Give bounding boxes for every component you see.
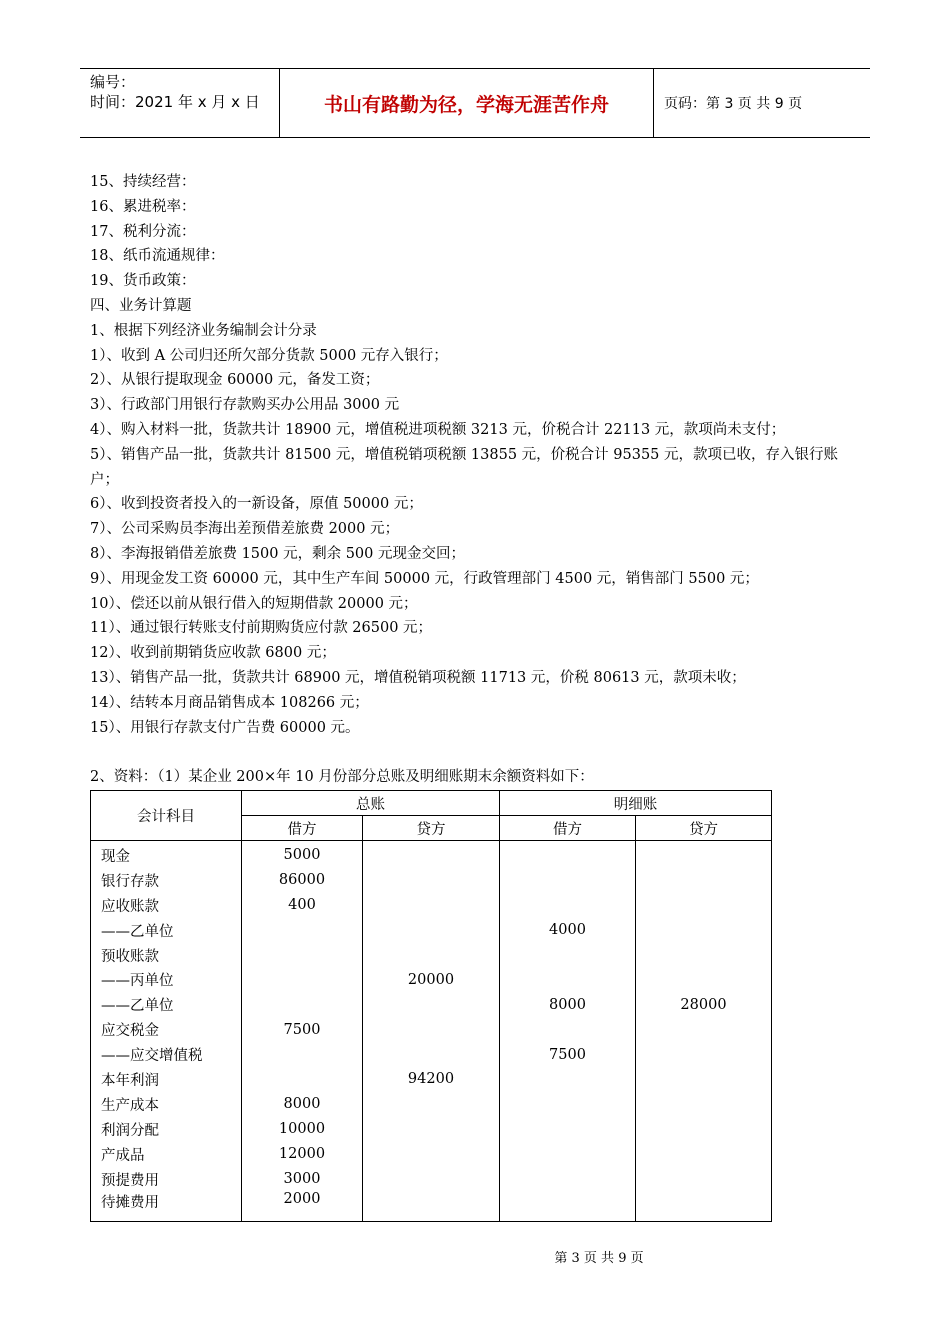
account-cell: 产成品 xyxy=(91,1142,242,1167)
detail-credit-cell: 28000 xyxy=(636,992,772,1017)
table-row xyxy=(91,868,772,893)
general-credit-cell xyxy=(363,1117,500,1142)
detail-credit-cell xyxy=(636,868,772,893)
entry-item: 6）、收到投资者投入的一新设备，原值 50000 元； xyxy=(90,496,423,513)
account-cell: ——应交增值税 xyxy=(91,1042,242,1067)
general-credit-cell xyxy=(363,1167,500,1192)
general-debit-cell: 2000 xyxy=(242,1191,363,1222)
table-row xyxy=(91,943,772,968)
section-title: 四、业务计算题 xyxy=(90,297,192,314)
entry-item: 11）、通过银行转账支付前期购货应付款 26500 元； xyxy=(90,620,433,637)
question-1-title: 1、根据下列经济业务编制会计分录 xyxy=(90,322,317,339)
header-page-label: 页码：第 3 页 共 9 页 xyxy=(664,96,803,112)
page-footer xyxy=(0,1247,950,1266)
term-item: 15、持续经营： xyxy=(90,174,196,190)
general-debit-cell: 7500 xyxy=(242,1017,363,1042)
general-credit-cell xyxy=(363,1142,500,1167)
general-ledger-header: 总账 xyxy=(242,791,500,816)
table-header-row xyxy=(91,791,772,816)
question-1-items xyxy=(90,344,880,741)
account-cell: 待摊费用 xyxy=(91,1191,242,1222)
detail-debit-cell xyxy=(500,1067,636,1092)
entry-item: 7）、公司采购员李海出差预借差旅费 2000 元； xyxy=(90,521,400,538)
account-cell: ——乙单位 xyxy=(91,992,242,1017)
account-cell: 本年利润 xyxy=(91,1067,242,1092)
term-item: 16、累进税率： xyxy=(90,198,196,215)
account-cell: 现金 xyxy=(91,841,242,868)
entry-item: 12）、收到前期销货应收款 6800 元； xyxy=(90,645,336,662)
detail-credit-cell xyxy=(636,967,772,992)
detail-debit-cell xyxy=(500,1167,636,1192)
detail-credit-cell xyxy=(636,943,772,968)
entry-item: 5）、销售产品一批，货款共计 81500 元，增值税销项税额 13855 元，价税合计 95355 元，款项已收，存入银行账户； xyxy=(90,446,839,488)
table-row xyxy=(91,1067,772,1092)
account-cell: 应交税金 xyxy=(91,1017,242,1042)
entry-item: 3）、行政部门用银行存款购买办公用品 3000 元 xyxy=(90,397,400,414)
table-row xyxy=(91,1142,772,1167)
footer-page-number: 第 3 页 共 9 页 xyxy=(554,1251,644,1266)
table-row xyxy=(91,893,772,918)
account-cell: ——丙单位 xyxy=(91,967,242,992)
detail-credit-cell xyxy=(636,1167,772,1192)
general-credit-cell xyxy=(363,1092,500,1117)
detail-debit-cell xyxy=(500,1092,636,1117)
detail-debit-cell xyxy=(500,1191,636,1222)
detail-debit-cell: 4000 xyxy=(500,918,636,943)
general-debit-cell: 10000 xyxy=(242,1117,363,1142)
table-row xyxy=(91,967,772,992)
detail-credit-header: 贷方 xyxy=(636,816,772,841)
general-debit-cell xyxy=(242,1042,363,1067)
table-row xyxy=(91,1042,772,1067)
detail-debit-cell: 8000 xyxy=(500,992,636,1017)
general-credit-cell xyxy=(363,1017,500,1042)
detail-debit-cell xyxy=(500,967,636,992)
general-credit-cell xyxy=(363,893,500,918)
detail-debit-cell xyxy=(500,1142,636,1167)
table-row xyxy=(91,841,772,868)
general-debit-cell xyxy=(242,992,363,1017)
general-credit-cell xyxy=(363,1042,500,1067)
detail-debit-cell: 7500 xyxy=(500,1042,636,1067)
general-credit-cell xyxy=(363,992,500,1017)
general-debit-cell xyxy=(242,943,363,968)
detail-credit-cell xyxy=(636,1017,772,1042)
page-header xyxy=(80,68,870,138)
entry-item: 2）、从银行提取现金 60000 元，备发工资； xyxy=(90,372,380,389)
entry-item: 13）、销售产品一批，货款共计 68900 元，增值税销项税额 11713 元，价税 80613 元，款项未收； xyxy=(90,669,746,686)
entry-item: 10）、偿还以前从银行借入的短期借款 20000 元； xyxy=(90,595,418,612)
general-credit-cell: 20000 xyxy=(363,967,500,992)
detail-credit-cell xyxy=(636,841,772,868)
terms-list xyxy=(90,170,880,294)
account-cell: 预提费用 xyxy=(91,1167,242,1192)
detail-debit-cell xyxy=(500,841,636,868)
detail-credit-cell xyxy=(636,1117,772,1142)
general-debit-cell: 400 xyxy=(242,893,363,918)
account-cell: 预收账款 xyxy=(91,943,242,968)
entry-item: 1）、收到 A 公司归还所欠部分货款 5000 元存入银行； xyxy=(90,347,448,364)
general-debit-cell: 3000 xyxy=(242,1167,363,1192)
table-row xyxy=(91,1191,772,1222)
detail-ledger-header: 明细账 xyxy=(500,791,772,816)
account-cell: 应收账款 xyxy=(91,893,242,918)
entry-item: 9）、用现金发工资 60000 元，其中生产车间 50000 元，行政管理部门 4500 元，销售部门 5500 元； xyxy=(90,570,759,587)
general-debit-cell: 8000 xyxy=(242,1092,363,1117)
account-cell: ——乙单位 xyxy=(91,918,242,943)
general-credit-cell xyxy=(363,943,500,968)
detail-credit-cell xyxy=(636,1142,772,1167)
account-cell: 生产成本 xyxy=(91,1092,242,1117)
general-credit-cell xyxy=(363,1191,500,1222)
ledger-body xyxy=(91,841,772,1222)
detail-credit-cell xyxy=(636,918,772,943)
entry-item: 8）、李海报销借差旅费 1500 元，剩余 500 元现金交回； xyxy=(90,545,465,562)
general-credit-cell xyxy=(363,841,500,868)
detail-debit-cell xyxy=(500,868,636,893)
detail-debit-cell xyxy=(500,1117,636,1142)
doc-number-label: 编号： xyxy=(90,73,136,91)
table-row xyxy=(91,1167,772,1192)
doc-date-label: 时间：2021 年 x 月 x 日 xyxy=(90,93,260,111)
general-credit-cell xyxy=(363,868,500,893)
detail-credit-cell xyxy=(636,1042,772,1067)
header-left-cell xyxy=(80,69,280,137)
general-credit-cell xyxy=(363,918,500,943)
detail-debit-cell xyxy=(500,893,636,918)
detail-debit-cell xyxy=(500,943,636,968)
general-debit-cell xyxy=(242,967,363,992)
entry-item: 15）、用银行存款支付广告费 60000 元。 xyxy=(90,719,360,736)
document-body xyxy=(90,170,880,790)
table-row xyxy=(91,992,772,1017)
general-debit-header: 借方 xyxy=(242,816,363,841)
ledger-table xyxy=(90,790,772,1222)
entry-item: 14）、结转本月商品销售成本 108266 元； xyxy=(90,694,369,711)
detail-credit-cell xyxy=(636,1092,772,1117)
general-debit-cell: 86000 xyxy=(242,868,363,893)
table-row xyxy=(91,918,772,943)
account-column-header: 会计科目 xyxy=(91,791,242,841)
detail-debit-cell xyxy=(500,1017,636,1042)
term-item: 17、税利分流： xyxy=(90,223,196,240)
detail-credit-cell xyxy=(636,1067,772,1092)
table-row xyxy=(91,1092,772,1117)
term-item: 19、货币政策： xyxy=(90,273,196,290)
general-credit-cell: 94200 xyxy=(363,1067,500,1092)
table-row xyxy=(91,1117,772,1142)
blank-line xyxy=(90,740,880,765)
table-row xyxy=(91,1017,772,1042)
detail-debit-header: 借方 xyxy=(500,816,636,841)
general-debit-cell: 5000 xyxy=(242,841,363,868)
detail-credit-cell xyxy=(636,1191,772,1222)
general-debit-cell: 12000 xyxy=(242,1142,363,1167)
general-credit-header: 贷方 xyxy=(363,816,500,841)
term-item: 18、纸币流通规律： xyxy=(90,248,225,265)
entry-item: 4）、购入材料一批，货款共计 18900 元，增值税进项税额 3213 元，价税合计 22113 元，款项尚未支付； xyxy=(90,421,786,438)
detail-credit-cell xyxy=(636,893,772,918)
header-motto: 书山有路勤为径，学海无涯苦作舟 xyxy=(280,69,654,137)
account-cell: 利润分配 xyxy=(91,1117,242,1142)
account-cell: 银行存款 xyxy=(91,868,242,893)
question-2-title: 2、资料：（1）某企业 200×年 10 月份部分总账及明细账期末余额资料如下： xyxy=(90,769,594,786)
general-debit-cell xyxy=(242,1067,363,1092)
general-debit-cell xyxy=(242,918,363,943)
